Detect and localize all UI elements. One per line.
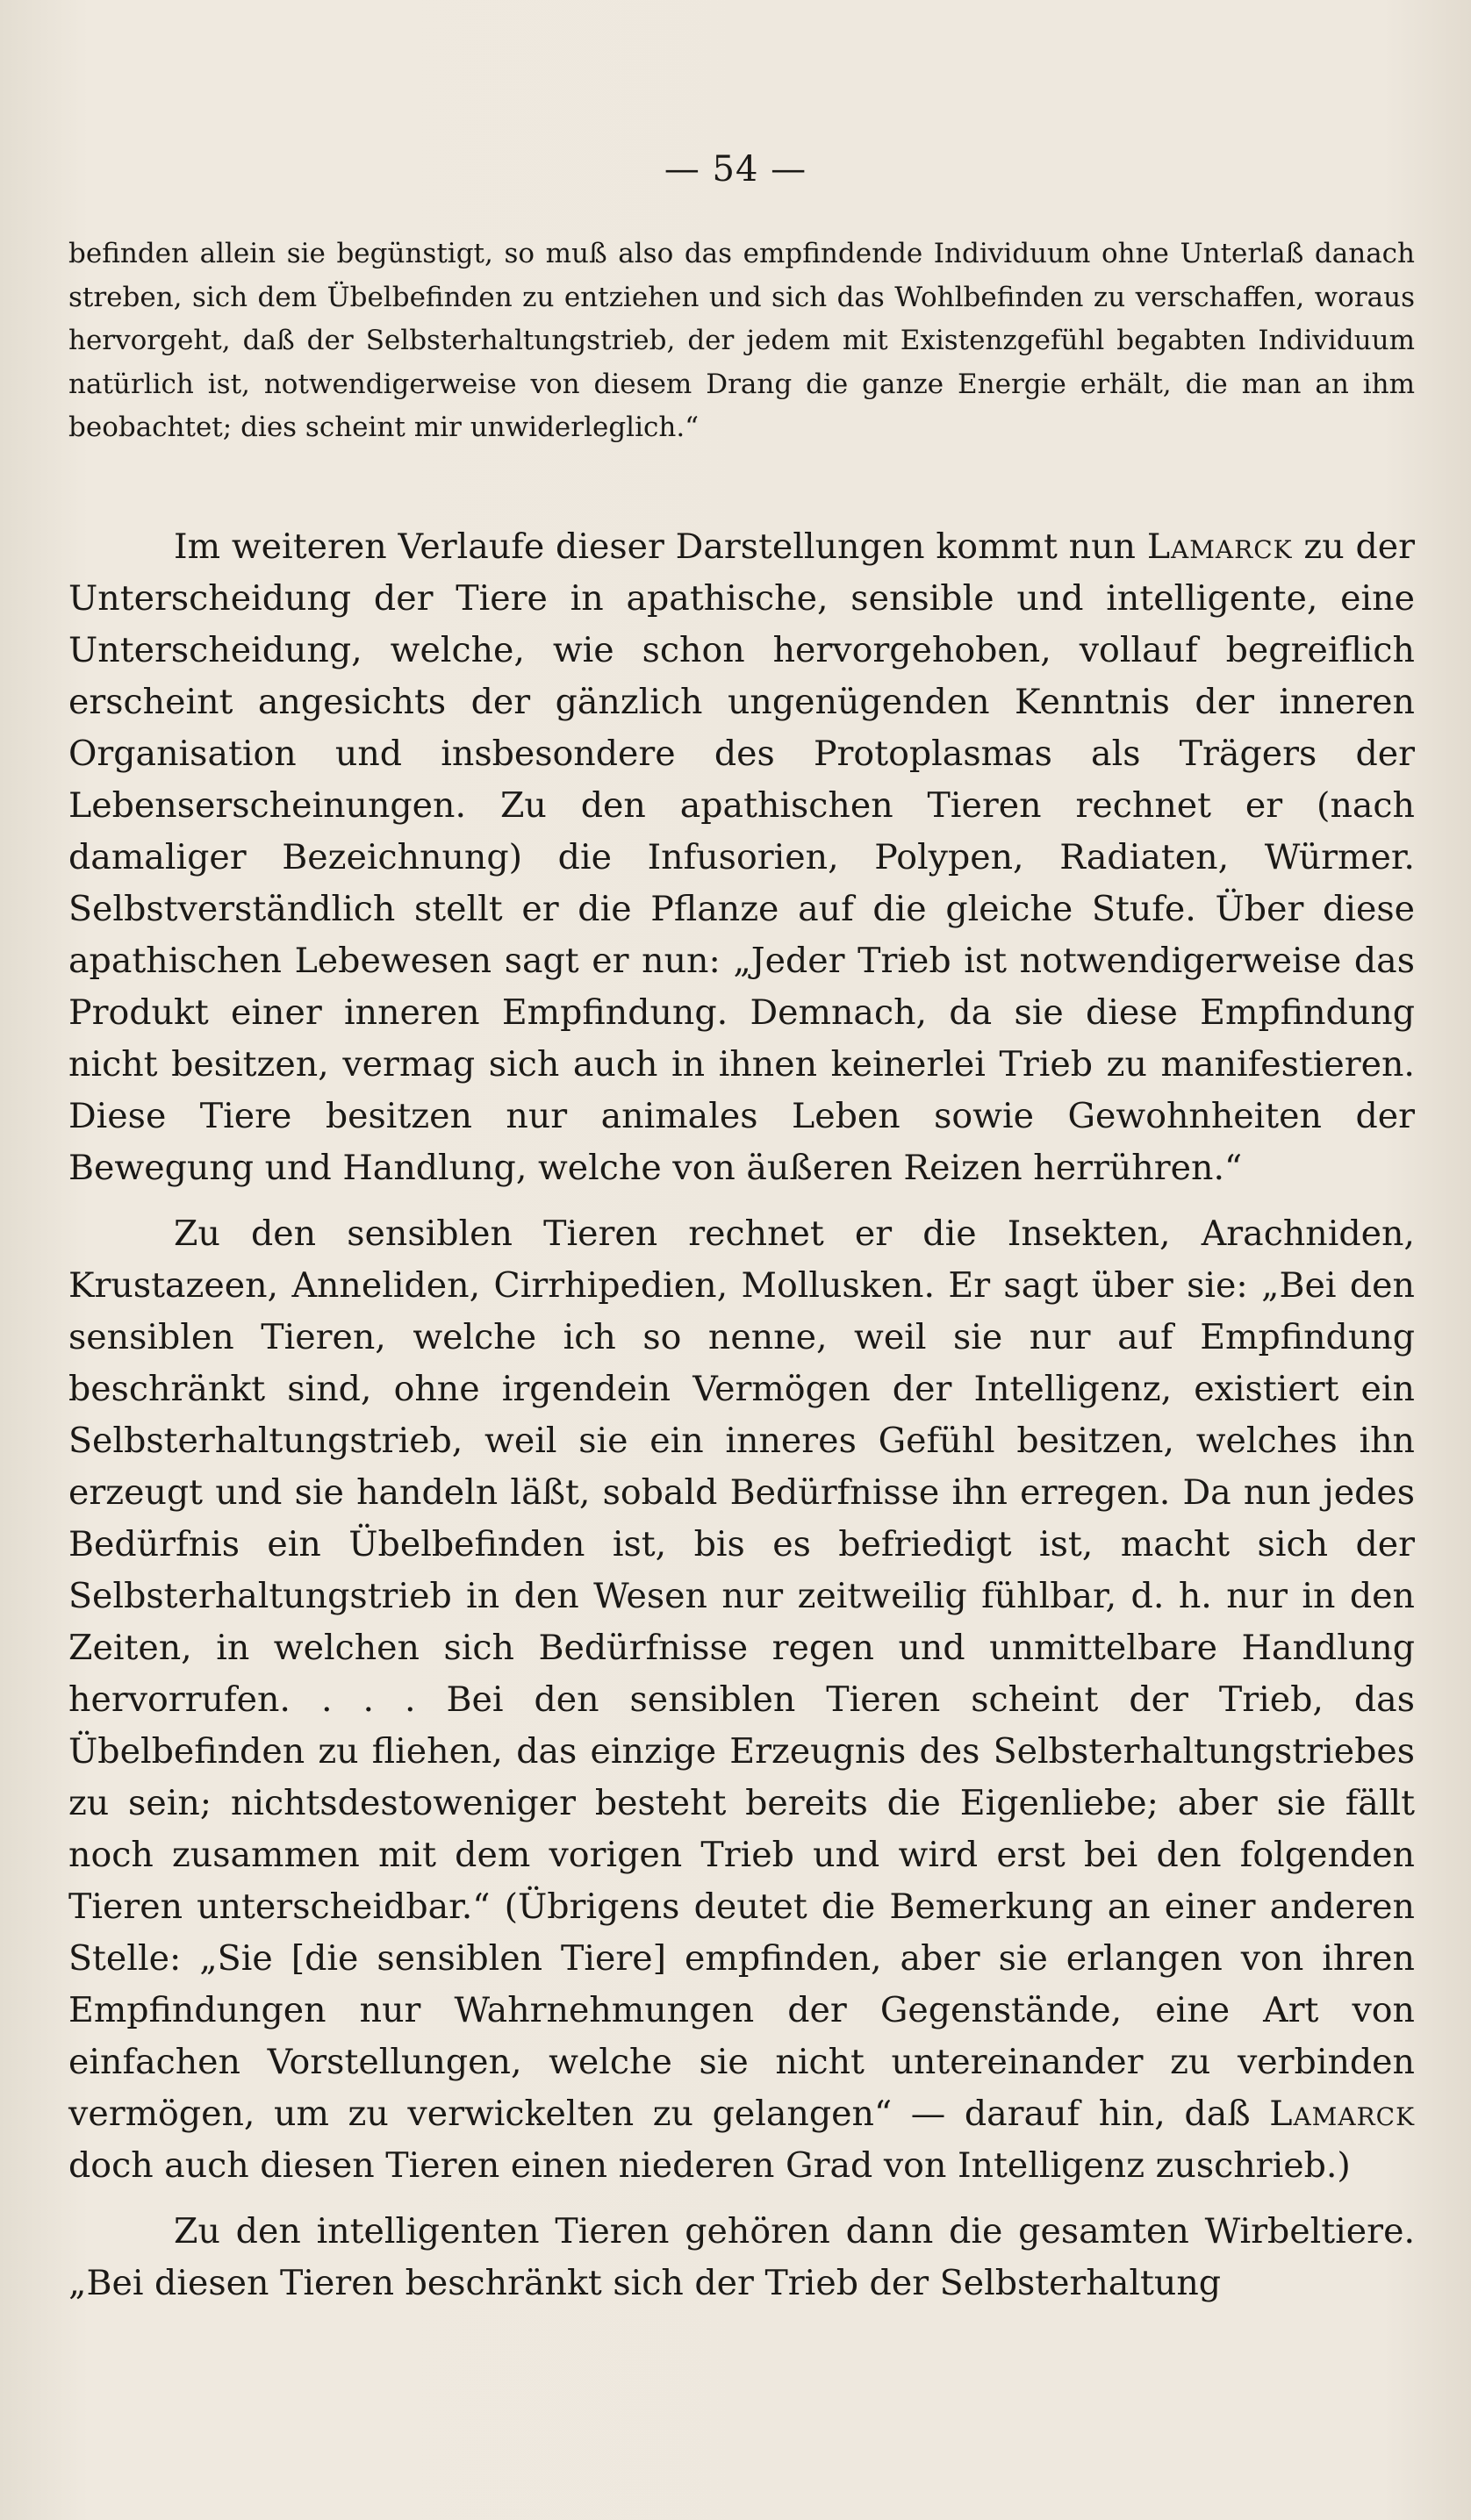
author-name: Lamarck (1269, 2094, 1415, 2134)
page-number: — 54 — (664, 149, 807, 190)
quote-continuation (68, 233, 1415, 450)
paragraph-text: zu der Unterscheidung der Tiere in apathische, sensible und intelligente, eine Unterscheidung, welche, wie schon hervorgehoben, vollauf begreiflich erscheint angesichts der gänzlich ungenügenden Kenntnis der inneren Organisation und insbesondere des Protoplasmas als Trägers der Lebenserscheinungen. Zu den apathischen Tieren rechnet er (nach damaliger Bezeichnung) die Infusorien, Polypen, Radiaten, Würmer. Selbstverständlich stellt er die Pflanze auf die gleiche Stufe. Über diese apathischen Lebewesen sagt er nun: „Jeder Trieb ist notwendigerweise das Produkt einer inneren Empfindung. Demnach, da sie diese Empfindung nicht besitzen, vermag sich auch in ihnen keinerlei Trieb zu manifestieren. Diese Tiere besitzen nur animales Leben sowie Gewohnheiten der Bewegung und Handlung, welche von äußeren Reizen herrühren.“ (68, 526, 1415, 1188)
paragraph-quote-ending: befinden allein sie begünstigt, so muß also das empfindende Individuum ohne Unterlaß danach streben, sich dem Übelbefinden zu entziehen und sich das Wohlbefinden zu verschaffen, woraus hervorgeht, daß der Selbsterhaltungstrieb, der jedem mit Existenzgefühl begabten Individuum natürlich ist, notwendigerweise von diesem Drang die ganze Energie erhält, die man an ihm beobachtet; dies scheint mir unwiderleglich.“ (68, 238, 1415, 443)
paragraph-intelligent-animals: Zu den intelligenten Tieren gehören dann die gesamten Wirbeltiere. „Bei diesen Tieren beschränkt sich der Trieb der Selbsterhaltung (68, 2211, 1415, 2303)
paragraph-text: doch auch diesen Tieren einen niederen Grad von Intelligenz zuschrieb.) (68, 2145, 1351, 2186)
paragraph-sensible-animals (68, 1208, 1415, 2192)
author-name: Lamarck (1146, 526, 1293, 567)
paragraph-text: Im weiteren Verlaufe dieser Darstellungen kommt nun (174, 526, 1147, 567)
main-text (68, 521, 1415, 2330)
paragraph-apathetic-animals (68, 521, 1415, 1194)
paragraph-text: Zu den sensiblen Tieren rechnet er die Insekten, Arachniden, Krustazeen, Anneliden, Cirrhipedien, Mollusken. Er sagt über sie: „Bei den sensiblen Tieren, welche ich so nenne, weil sie nur auf Empfindung beschränkt sind, ohne irgendein Vermögen der Intelligenz, existiert ein Selbsterhaltungstrieb, weil sie ein inneres Gefühl besitzen, welches ihn erzeugt und sie handeln läßt, sobald Bedürfnisse ihn erregen. Da nun jedes Bedürfnis ein Übelbefinden ist, bis es befriedigt ist, macht sich der Selbsterhaltungstrieb in den Wesen nur zeitweilig fühlbar, d. h. nur in den Zeiten, in welchen sich Bedürfnisse regen und unmittelbare Handlung hervorrufen. . . . Bei den sensiblen Tieren scheint der Trieb, das Übelbefinden zu fliehen, das einzige Erzeugnis des Selbsterhaltungstriebes zu sein; nichtsdestoweniger besteht bereits die Eigenliebe; aber sie fällt noch zusammen mit dem vorigen Trieb und wird erst bei den folgenden Tieren unterscheidbar.“ (Übrigens deutet die Bemerkung an einer anderen Stelle: „Sie [die sensiblen Tiere] empfinden, aber sie erlangen von ihren Empfindungen nur Wahrnehmungen der Gegenstände, eine Art von einfachen Vorstellungen, welche sie nicht untereinander zu verbinden vermögen, um zu verwickelten zu gelangen“ — darauf hin, daß (68, 1213, 1415, 2134)
